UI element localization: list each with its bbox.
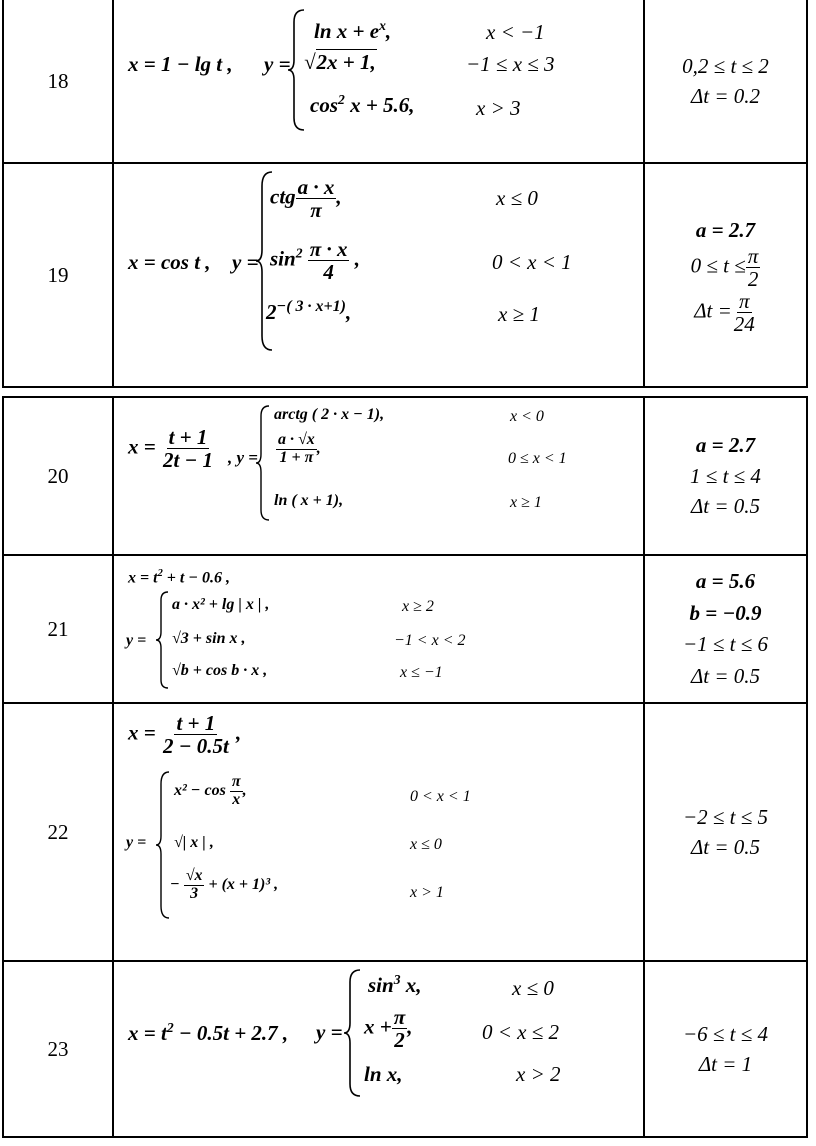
case-2-expression: √3 + sin x , (172, 630, 246, 647)
left-brace (254, 404, 272, 522)
case-3-expression: √b + cos b · x , (172, 662, 268, 679)
case-2-expression: x + $\frac{\pi}{2}$ , (364, 1005, 413, 1053)
x-definition: x = $\frac{t + 1}{2t - 1}$ (128, 425, 214, 473)
function-definition (113, 163, 644, 387)
x-definition: x = cos t , (128, 250, 211, 274)
case-1-condition: x < 0 (510, 408, 544, 425)
t-range: 0 ≤ t ≤ $\frac{\pi}{2}$ (690, 244, 759, 292)
param-a: a = 5.6 (695, 569, 756, 593)
case-3-condition: x > 2 (516, 1062, 561, 1086)
parameters (644, 163, 807, 387)
row-number: 21 (3, 555, 113, 703)
left-brace (342, 968, 364, 1098)
case-1-expression: x² − cos $\frac{\pi}{x}$ , (174, 773, 247, 808)
case-2-expression: √| x | , (174, 834, 214, 851)
t-range: −6 ≤ t ≤ 4 (682, 1021, 769, 1046)
parameters (644, 703, 807, 961)
t-step: Δt = 0.5 (690, 494, 761, 519)
function-definition (113, 397, 644, 555)
case-1-expression: ctg $\frac{a \cdot x}{\pi}$ , (270, 175, 342, 223)
case-1-condition: x ≥ 2 (402, 598, 434, 615)
parameters (644, 0, 807, 163)
table-row (3, 397, 807, 555)
table-row (3, 163, 807, 387)
t-step: Δt = 1 (698, 1052, 753, 1076)
case-2-expression: $\sin^2$ $\frac{\pi \cdot x}{4}$ , (270, 237, 360, 285)
table-row (3, 555, 807, 703)
y-label: y = (126, 632, 147, 649)
param-a: a = 2.7 (695, 217, 756, 242)
parameters (644, 397, 807, 555)
variants-table-part-2 (2, 396, 808, 1138)
function-definition (113, 703, 644, 961)
case-1-expression: $\ln x + e^x$, (314, 18, 392, 43)
case-2-condition: −1 < x < 2 (394, 632, 466, 649)
function-definition (113, 555, 644, 703)
case-2-condition: x ≤ 0 (410, 836, 442, 853)
case-2-expression: $\frac{a \cdot √x}{1 + \pi}$ , (278, 431, 321, 466)
case-1-expression: arctg ( 2 · x − 1), (274, 406, 385, 423)
table-row (3, 0, 807, 163)
case-3-expression: $\cos^2 x + 5.6$, (310, 92, 415, 117)
case-3-expression: ln x, (364, 1062, 403, 1086)
case-1-expression: a · x² + lg | x | , (172, 596, 270, 613)
row-number: 18 (3, 0, 113, 163)
y-label: y = (264, 52, 291, 76)
function-definition (113, 0, 644, 163)
t-range: −1 ≤ t ≤ 6 (682, 632, 769, 656)
row-number: 23 (3, 961, 113, 1137)
t-step: Δt = 0.5 (690, 663, 761, 688)
table-row (3, 703, 807, 961)
param-b: b = −0.9 (689, 600, 762, 625)
y-label: y = (126, 834, 147, 851)
y-label: y = (316, 1020, 343, 1044)
x-definition: x = 1 − lg t , (128, 52, 233, 76)
t-range: 1 ≤ t ≤ 4 (690, 463, 761, 488)
case-1-condition: x ≤ 0 (496, 186, 538, 210)
t-step: Δt = 0.5 (690, 835, 761, 859)
case-3-condition: x > 3 (476, 96, 521, 120)
left-brace (154, 590, 170, 690)
case-2-expression: √2x + 1, (304, 50, 376, 74)
x-definition: x = $\frac{t + 1}{2 - 0.5t}$ , (128, 711, 242, 759)
function-definition (113, 961, 644, 1137)
case-3-condition: x > 1 (410, 884, 444, 901)
case-2-condition: 0 ≤ x < 1 (508, 450, 567, 467)
x-definition: $x = t^2 + t - 0.6$ , (128, 568, 231, 587)
y-label: y = (232, 250, 259, 274)
case-2-condition: 0 < x < 1 (492, 250, 572, 274)
variants-table-part-1 (2, 0, 808, 388)
t-range: −2 ≤ t ≤ 5 (682, 804, 769, 829)
y-label: , y = (228, 448, 258, 467)
case-3-condition: x ≥ 1 (510, 494, 542, 511)
case-2-condition: −1 ≤ x ≤ 3 (466, 52, 555, 76)
case-1-expression: $\sin^3 x$, (368, 972, 422, 997)
case-1-condition: x ≤ 0 (512, 976, 554, 1000)
parameters (644, 555, 807, 703)
case-1-condition: 0 < x < 1 (410, 788, 471, 805)
parameters (644, 961, 807, 1137)
case-3-expression: ln ( x + 1), (274, 492, 344, 509)
param-a: a = 2.7 (695, 433, 756, 458)
table-row (3, 961, 807, 1137)
t-range: 0,2 ≤ t ≤ 2 (682, 53, 769, 78)
case-3-expression: − $\frac{√x}{3}$ + (x + 1)³ , (170, 867, 279, 902)
case-3-condition: x ≤ −1 (400, 664, 443, 681)
t-step: Δt = $\frac{\pi}{24}$ (694, 289, 755, 337)
t-step: Δt = 0.2 (690, 84, 761, 108)
case-1-condition: x < −1 (486, 20, 545, 44)
row-number: 22 (3, 703, 113, 961)
row-number: 19 (3, 163, 113, 387)
case-3-condition: x ≥ 1 (498, 302, 540, 326)
case-2-condition: 0 < x ≤ 2 (482, 1020, 560, 1044)
x-definition: $x = t^2 - 0.5t + 2.7$ , (128, 1020, 289, 1045)
case-3-expression: $2^{-( 3 \cdot x+1)}$, (266, 298, 352, 324)
row-number: 20 (3, 397, 113, 555)
